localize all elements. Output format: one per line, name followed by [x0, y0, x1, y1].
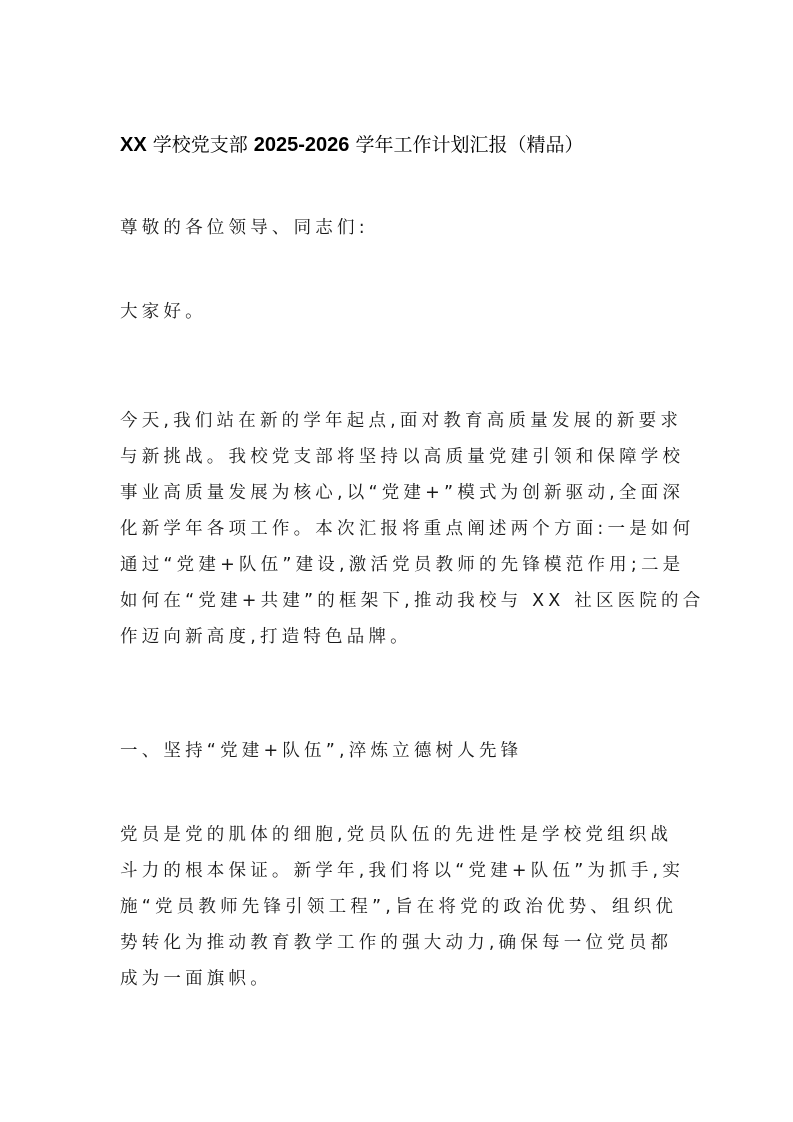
document-title	[120, 131, 680, 159]
salutation: 尊敬的各位领导、同志们:	[120, 218, 369, 238]
paragraph-line: 施“党员教师先锋引领工程”,旨在将党的政治优势、组织优	[120, 897, 678, 917]
paragraph-line: 斗力的根本保证。新学年,我们将以“党建+队伍”为抓手,实	[120, 861, 685, 881]
paragraph-line: 如何在“党建+共建”的框架下,推动我校与 XX 社区医院的合	[120, 591, 705, 611]
paragraph-line: 成为一面旗帜。	[120, 969, 272, 989]
section-heading-1: 一、坚持“党建+队伍”,淬炼立德树人先锋	[120, 741, 523, 761]
paragraph-line: 党员是党的肌体的细胞,党员队伍的先进性是学校党组织战	[120, 825, 673, 845]
title-part1: 学校党支部	[146, 134, 254, 156]
paragraph-line: 今天,我们站在新的学年起点,面对教育高质量发展的新要求	[120, 411, 683, 431]
title-year: 2025-2026	[253, 134, 350, 156]
greeting: 大家好。	[120, 302, 207, 322]
paragraph-line: 通过“党建+队伍”建设,激活党员教师的先锋模范作用;二是	[120, 555, 685, 575]
paragraph-line: 作迈向新高度,打造特色品牌。	[120, 627, 412, 647]
paragraph-line: 事业高质量发展为核心,以“党建+”模式为创新驱动,全面深	[120, 483, 685, 503]
paragraph-line: 化新学年各项工作。本次汇报将重点阐述两个方面:一是如何	[120, 519, 695, 539]
title-prefix: XX	[120, 134, 147, 156]
title-part2: 学年工作计划汇报（精品）	[349, 134, 584, 156]
paragraph-line: 势转化为推动教育教学工作的强大动力,确保每一位党员都	[120, 933, 673, 953]
paragraph-line: 与新挑战。我校党支部将坚持以高质量党建引领和保障学校	[120, 447, 685, 467]
